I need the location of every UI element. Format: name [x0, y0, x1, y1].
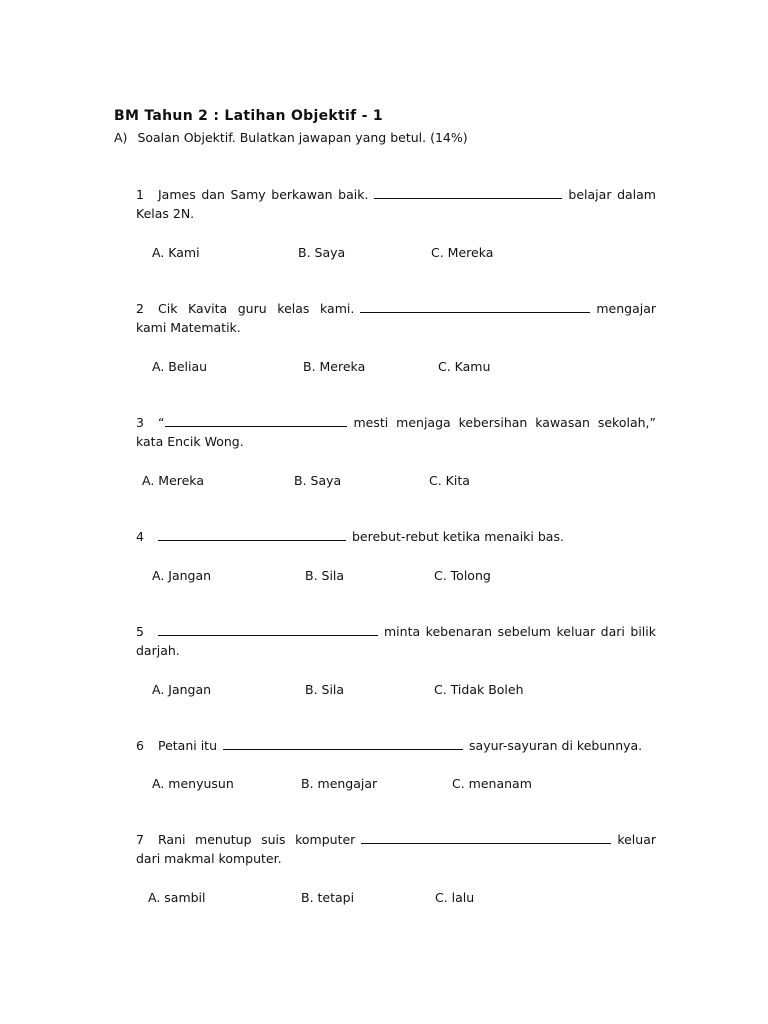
- option-c[interactable]: C. Tolong: [434, 568, 491, 583]
- option-c[interactable]: C. Kamu: [438, 359, 491, 374]
- question-text-after: mengajar kami Matematik.: [136, 301, 656, 335]
- option-a[interactable]: A. sambil: [148, 890, 206, 905]
- option-b[interactable]: B. Sila: [305, 682, 345, 697]
- option-b[interactable]: B. tetapi: [301, 890, 355, 905]
- option-b[interactable]: B. Saya: [298, 245, 346, 260]
- option-a[interactable]: A. Jangan: [152, 682, 212, 697]
- question-2: [136, 299, 656, 337]
- question-text-after: keluar dari makmal komputer.: [136, 832, 656, 866]
- question-text-before: Petani itu: [158, 738, 218, 753]
- answer-blank: [360, 301, 590, 313]
- question-number: 3: [136, 415, 144, 430]
- question-number: 2: [136, 301, 144, 316]
- option-a[interactable]: A. menyusun: [152, 776, 234, 791]
- question-1: [136, 185, 656, 223]
- answer-blank: [158, 624, 378, 636]
- question-number: 7: [136, 832, 144, 847]
- instruction-text: Soalan Objektif. Bulatkan jawapan yang betul. (14%): [137, 130, 468, 145]
- option-a[interactable]: A. Beliau: [152, 359, 208, 374]
- question-text-after: minta kebenaran sebelum keluar dari bilik darjah.: [136, 624, 656, 658]
- question-number: 6: [136, 738, 144, 753]
- question-7: [136, 830, 656, 868]
- option-b[interactable]: B. Mereka: [303, 359, 366, 374]
- answer-blank: [223, 738, 463, 750]
- answer-blank: [361, 832, 611, 844]
- question-text-after: sayur-sayuran di kebunnya.: [469, 738, 643, 753]
- answer-blank: [374, 187, 562, 199]
- option-a[interactable]: A. Mereka: [142, 473, 204, 488]
- question-4: [136, 527, 656, 546]
- question-5: [136, 622, 656, 660]
- question-text-before: Rani menutup suis komputer: [158, 832, 356, 847]
- option-c[interactable]: C. Tidak Boleh: [434, 682, 524, 697]
- question-text-before: James dan Samy berkawan baik.: [158, 187, 369, 202]
- question-number: 5: [136, 624, 144, 639]
- option-a[interactable]: A. Kami: [152, 245, 200, 260]
- question-text-after: mesti menjaga kebersihan kawasan sekolah,” kata Encik Wong.: [136, 415, 656, 449]
- option-c[interactable]: C. Mereka: [431, 245, 494, 260]
- question-3: [136, 413, 656, 451]
- answer-blank: [158, 529, 346, 541]
- question-6: [136, 736, 656, 755]
- question-number: 4: [136, 529, 144, 544]
- worksheet-title: BM Tahun 2 : Latihan Objektif - 1: [114, 108, 383, 124]
- option-a[interactable]: A. Jangan: [152, 568, 212, 583]
- option-c[interactable]: C. lalu: [435, 890, 475, 905]
- section-label: A): [114, 130, 128, 145]
- option-b[interactable]: B. Saya: [294, 473, 342, 488]
- option-b[interactable]: B. mengajar: [301, 776, 378, 791]
- question-text-after: berebut-rebut ketika menaiki bas.: [352, 529, 564, 544]
- question-number: 1: [136, 187, 144, 202]
- answer-blank: [165, 415, 347, 427]
- section-instruction: [114, 130, 468, 145]
- option-b[interactable]: B. Sila: [305, 568, 345, 583]
- question-text-before: Cik Kavita guru kelas kami.: [158, 301, 355, 316]
- option-c[interactable]: C. Kita: [429, 473, 470, 488]
- question-text-after: belajar dalam Kelas 2N.: [136, 187, 656, 221]
- option-c[interactable]: C. menanam: [452, 776, 532, 791]
- question-text-before: “: [158, 415, 165, 430]
